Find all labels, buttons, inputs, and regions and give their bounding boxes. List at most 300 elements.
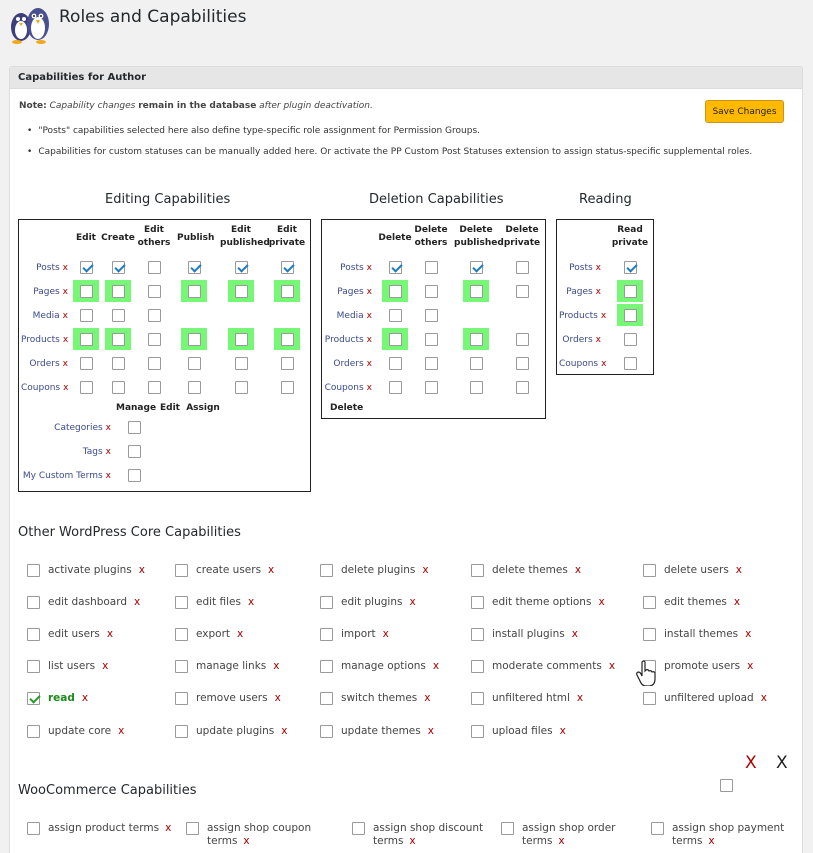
row-label-text: Media [32,311,60,321]
bulk-select-checkbox[interactable] [720,779,733,792]
capability-cell [463,352,489,374]
remove-x-button[interactable]: x [559,725,566,737]
capability-cell [274,280,300,302]
remove-x-button[interactable]: x [237,628,244,640]
capability-checkbox[interactable] [80,285,93,298]
capability-item[interactable] [643,564,742,577]
capability-label: manage links [196,660,267,672]
capability-cell [382,352,408,374]
capability-label: delete users [664,564,729,576]
taxonomy-row-label [21,470,111,482]
capability-label: delete plugins [341,564,416,576]
save-changes-button[interactable]: Save Changes [705,100,784,123]
capability-checkbox[interactable] [175,660,188,673]
capability-checkbox[interactable] [80,261,93,274]
taxonomy-cell [121,464,147,486]
remove-x-button[interactable]: x [105,423,111,433]
manage-checkbox[interactable] [128,445,141,458]
capability-cell [382,376,408,398]
capability-checkbox[interactable] [112,357,125,370]
capability-checkbox[interactable] [624,333,637,346]
column-header: Edit published [220,225,270,248]
capability-cell [418,352,444,374]
capability-checkbox[interactable] [27,692,40,705]
taxonomy-column-header: Manage [116,403,157,413]
capability-checkbox[interactable] [80,381,93,394]
capability-item[interactable] [27,564,145,577]
capability-label: install themes [664,628,739,640]
capability-checkbox[interactable] [112,309,125,322]
capability-item[interactable] [352,822,483,848]
reading-title: Reading [579,192,632,207]
capability-item[interactable] [175,692,281,705]
capability-label-wrap [373,822,483,848]
remove-x-button[interactable]: x [366,263,372,273]
row-label-orders [21,358,68,370]
remove-x-button[interactable]: x [118,725,125,737]
capability-label: update core [48,725,112,737]
capability-label-wrap [672,822,784,848]
capability-label-wrap [522,822,616,848]
remove-x-button[interactable]: x [574,564,582,576]
capability-item[interactable] [175,725,288,738]
capability-checkbox[interactable] [425,285,438,298]
capability-cell [617,256,643,278]
capability-item[interactable] [175,564,274,577]
capability-cell [105,352,131,374]
capability-checkbox[interactable] [112,333,125,346]
capability-checkbox[interactable] [352,822,365,835]
capability-item[interactable] [501,822,616,848]
row-label-coupons [324,382,372,394]
capability-item[interactable] [643,660,753,673]
capability-cell [73,304,99,326]
capability-checkbox[interactable] [471,725,484,738]
capability-checkbox[interactable] [80,333,93,346]
remove-x-button[interactable]: x [598,596,605,608]
remove-x-button[interactable]: x [595,263,601,273]
capability-checkbox[interactable] [643,564,656,577]
remove-x-button[interactable]: x [268,564,275,576]
taxonomy-column-header: Edit [160,403,180,413]
capability-checkbox[interactable] [188,333,201,346]
remove-x-button[interactable]: x [62,263,68,273]
remove-x-button[interactable]: x [424,692,431,704]
capability-checkbox[interactable] [516,357,529,370]
remove-x-button[interactable]: x [366,383,372,393]
capability-cell [105,328,131,350]
capability-checkbox[interactable] [27,660,40,673]
capability-item[interactable] [471,564,581,577]
capability-checkbox[interactable] [471,596,484,609]
capability-item[interactable] [320,628,389,641]
remove-x-button[interactable]: x [735,564,743,576]
row-label-text: Pages [566,287,593,297]
column-header: Delete [378,233,412,243]
capability-cell [509,376,535,398]
remove-x-button[interactable]: x [601,359,607,369]
capability-item[interactable] [320,725,434,738]
remove-x-button[interactable]: x [105,471,111,481]
capability-checkbox[interactable] [389,357,402,370]
row-label-text: Media [336,311,364,321]
capability-cell [73,352,99,374]
capability-checkbox[interactable] [389,381,402,394]
capability-checkbox[interactable] [516,381,529,394]
remove-x-button[interactable]: x [608,660,616,672]
capability-checkbox[interactable] [186,822,199,835]
remove-x-button[interactable]: x [366,335,372,345]
capability-checkbox[interactable] [320,725,333,738]
capability-item[interactable] [175,628,243,641]
capability-cell [105,304,131,326]
capability-item[interactable] [175,660,279,673]
remove-x-button[interactable]: x [273,660,280,672]
capability-cell [73,256,99,278]
capability-checkbox[interactable] [112,285,125,298]
capability-checkbox[interactable] [235,381,248,394]
editing-capabilities-grid [18,219,311,492]
column-header: Create [101,233,135,243]
capability-checkbox[interactable] [624,285,637,298]
capability-item[interactable] [320,564,429,577]
capability-checkbox[interactable] [425,261,438,274]
capability-checkbox[interactable] [320,596,333,609]
remove-x-button[interactable]: x [102,660,109,672]
remove-x-button[interactable]: x [595,287,601,297]
penguin-logo-icon [7,3,51,45]
capability-checkbox[interactable] [235,357,248,370]
row-label-text: Posts [36,263,60,273]
capability-cell [274,352,300,374]
capability-item[interactable] [320,596,416,609]
info-bullet: • "Posts" capabilities selected here also define type-specific role assignment for Permission Groups. [27,126,480,136]
capability-cell [105,280,131,302]
capability-checkbox[interactable] [175,725,188,738]
capability-checkbox[interactable] [281,261,294,274]
capability-cell [181,280,207,302]
capability-item[interactable] [27,725,124,738]
capability-checkbox[interactable] [425,309,438,322]
capability-checkbox[interactable] [320,660,333,673]
capability-cell [509,280,535,302]
capability-cell [228,376,254,398]
remove-x-button[interactable]: x [432,660,440,672]
capability-label: read [48,692,75,704]
info-bullet: • Capabilities for custom statuses can be manually added here. Or activate the PP Custom Post Statuses extension to assign status-specific supplemental roles. [27,147,752,157]
remove-x-button[interactable]: x [745,628,752,640]
capability-cell [73,280,99,302]
capability-cell [73,376,99,398]
capability-label: create users [196,564,262,576]
row-label-products [324,334,372,346]
capability-item[interactable] [175,596,254,609]
capability-checkbox[interactable] [175,596,188,609]
remove-x-button[interactable]: x [106,628,114,640]
capability-checkbox[interactable] [624,309,637,322]
capability-checkbox[interactable] [175,564,188,577]
capability-cell [418,256,444,278]
column-header: Edit others [137,225,171,248]
remove-all-x-button[interactable]: X [745,753,757,773]
remove-x-button[interactable]: x [427,725,434,737]
capability-checkbox[interactable] [148,285,161,298]
capability-checkbox[interactable] [643,628,656,641]
capability-item[interactable] [471,628,578,641]
capability-checkbox[interactable] [27,822,40,835]
remove-x-button[interactable]: x [708,835,715,847]
capability-checkbox[interactable] [235,285,248,298]
capability-checkbox[interactable] [470,381,483,394]
remove-x-button[interactable]: x [281,725,288,737]
capability-checkbox[interactable] [148,309,161,322]
capability-checkbox[interactable] [188,261,201,274]
remove-x-button[interactable]: x [576,692,584,704]
capability-item[interactable] [27,822,171,835]
column-header: Read private [611,225,649,248]
capability-checkbox[interactable] [389,309,402,322]
capability-checkbox[interactable] [470,261,483,274]
row-label-text: Products [559,311,598,321]
editing-capabilities-title: Editing Capabilities [105,192,231,207]
capability-cell [228,280,254,302]
capability-item[interactable] [471,660,615,673]
capability-checkbox[interactable] [175,628,188,641]
capability-checkbox[interactable] [425,357,438,370]
capability-checkbox[interactable] [470,285,483,298]
capability-checkbox[interactable] [235,261,248,274]
capability-checkbox[interactable] [516,333,529,346]
capability-checkbox[interactable] [516,261,529,274]
delete-footer-label: Delete [330,403,364,413]
capability-checkbox[interactable] [471,660,484,673]
capability-cell [274,376,300,398]
capability-checkbox[interactable] [389,333,402,346]
hand-cursor-icon [636,660,656,686]
remove-x-button[interactable]: x [134,596,141,608]
remove-x-button[interactable]: x [62,359,68,369]
capability-cell [181,328,207,350]
capability-checkbox[interactable] [425,381,438,394]
row-label-orders [324,358,372,370]
capability-checkbox[interactable] [320,564,333,577]
column-header: Delete private [503,225,541,248]
capability-label: assign shop order [522,822,616,834]
capability-cell [141,352,167,374]
remove-x-button[interactable]: x [243,835,250,847]
capability-label: edit files [196,596,241,608]
capability-label: delete themes [492,564,568,576]
capability-label: import [341,628,376,640]
capability-cell [141,376,167,398]
manage-checkbox[interactable] [128,421,141,434]
row-label-text: Products [324,335,364,345]
capability-checkbox[interactable] [27,725,40,738]
capability-checkbox[interactable] [643,692,656,705]
capability-checkbox[interactable] [148,333,161,346]
capability-cell [141,304,167,326]
row-label-text: My Custom Terms [22,471,103,481]
capability-checkbox[interactable] [27,628,40,641]
capability-checkbox[interactable] [320,628,333,641]
page-title: Roles and Capabilities [59,7,247,27]
capability-checkbox[interactable] [188,285,201,298]
remove-x-button[interactable]: x [409,835,416,847]
column-header: Delete published [454,225,504,248]
remove-x-button[interactable]: x [62,311,68,321]
remove-x-button[interactable]: x [62,287,68,297]
capability-cell [463,256,489,278]
remove-x-button[interactable]: x [409,596,416,608]
capability-cell [228,328,254,350]
capability-checkbox[interactable] [320,692,333,705]
remove-x-button[interactable]: x [366,287,372,297]
remove-x-button[interactable]: x [382,628,389,640]
capability-label: edit users [48,628,100,640]
capability-checkbox[interactable] [281,285,294,298]
capability-cell [617,304,643,326]
capability-checkbox[interactable] [188,381,201,394]
capability-checkbox[interactable] [389,285,402,298]
capability-checkbox[interactable] [516,285,529,298]
capability-checkbox[interactable] [624,261,637,274]
column-header: Edit private [268,225,306,248]
capability-item[interactable] [27,692,88,705]
capability-cell [463,376,489,398]
core-capabilities-title: Other WordPress Core Capabilities [18,525,241,540]
row-label-coupons [21,382,68,394]
capability-checkbox[interactable] [175,692,188,705]
remove-x-button[interactable]: x [747,660,754,672]
capability-checkbox[interactable] [148,357,161,370]
capability-item[interactable] [643,692,767,705]
capability-checkbox[interactable] [425,333,438,346]
capability-checkbox[interactable] [471,564,484,577]
remove-x-button[interactable]: x [62,335,69,345]
capability-item[interactable] [27,596,140,609]
capability-item[interactable] [320,692,430,705]
capability-cell [418,376,444,398]
capability-label: edit theme options [492,596,592,608]
capability-checkbox[interactable] [148,381,161,394]
capability-checkbox[interactable] [188,357,201,370]
capability-cell [181,376,207,398]
row-label-pages [324,286,372,298]
capability-item[interactable] [643,628,751,641]
remove-x-button[interactable]: x [81,692,89,704]
capability-cell [105,376,131,398]
capability-checkbox[interactable] [624,357,637,370]
remove-x-button[interactable]: x [733,596,741,608]
capability-checkbox[interactable] [281,357,294,370]
row-label-text: Tags [82,447,103,457]
capability-checkbox[interactable] [471,692,484,705]
capability-cell [382,256,408,278]
row-label-posts [559,262,601,274]
capability-cell [274,328,300,350]
capability-cell [418,328,444,350]
capability-cell [73,328,99,350]
capability-item[interactable] [471,692,583,705]
capability-checkbox[interactable] [643,596,656,609]
capability-item[interactable] [651,822,784,848]
remove-x-button[interactable]: x [165,822,172,834]
capability-checkbox[interactable] [112,381,125,394]
capability-cell [617,352,643,374]
capability-checkbox[interactable] [80,357,93,370]
capability-checkbox[interactable] [470,333,483,346]
capability-checkbox[interactable] [501,822,514,835]
capability-item[interactable] [186,822,311,848]
capability-cell [617,280,643,302]
capability-label-line2: terms [522,835,553,847]
capability-cell [181,256,207,278]
capability-item[interactable] [471,596,605,609]
capability-cell [141,328,167,350]
woocommerce-capabilities-title: WooCommerce Capabilities [18,783,197,798]
capability-label-line2: terms [207,835,238,847]
capability-label: list users [48,660,96,672]
remove-x-button[interactable]: x [600,311,607,321]
capability-checkbox[interactable] [80,309,93,322]
capability-item[interactable] [27,628,113,641]
remove-x-button[interactable]: x [366,311,372,321]
capability-checkbox[interactable] [235,333,248,346]
remove-x-button[interactable]: x [422,564,429,576]
remove-x-button[interactable]: x [366,359,372,369]
capability-label: remove users [196,692,268,704]
capability-cell [509,256,535,278]
row-label-text: Orders [562,335,593,345]
remove-x-button[interactable]: x [105,447,111,457]
capability-checkbox[interactable] [281,333,294,346]
capability-label-line2: terms [672,835,703,847]
capability-cell [418,304,444,326]
capability-checkbox[interactable] [281,381,294,394]
remove-x-button[interactable]: x [558,835,565,847]
capability-checkbox[interactable] [470,357,483,370]
row-label-text: Orders [333,359,364,369]
remove-x-button[interactable]: x [571,628,578,640]
capability-cell [228,256,254,278]
remove-x-button[interactable]: x [247,596,255,608]
taxonomy-cell [121,416,147,438]
remove-x-button[interactable]: x [595,335,601,345]
capability-checkbox[interactable] [148,261,161,274]
capability-checkbox[interactable] [389,261,402,274]
row-label-posts [21,262,68,274]
capability-cell [463,328,489,350]
manage-checkbox[interactable] [128,469,141,482]
capability-checkbox[interactable] [471,628,484,641]
capability-cell [463,280,489,302]
remove-x-button[interactable]: x [63,383,69,393]
capability-label: edit plugins [341,596,403,608]
capability-item[interactable] [643,596,740,609]
remove-x-button[interactable]: x [760,692,767,704]
capability-checkbox[interactable] [112,261,125,274]
capability-item[interactable] [471,725,566,738]
capability-checkbox[interactable] [27,596,40,609]
capability-checkbox[interactable] [651,822,664,835]
remove-x-button[interactable]: x [274,692,281,704]
capability-item[interactable] [27,660,108,673]
capability-checkbox[interactable] [27,564,40,577]
remove-x-button[interactable]: x [138,564,145,576]
capability-item[interactable] [320,660,439,673]
clear-x-button[interactable]: X [776,753,788,773]
capability-cell [617,328,643,350]
